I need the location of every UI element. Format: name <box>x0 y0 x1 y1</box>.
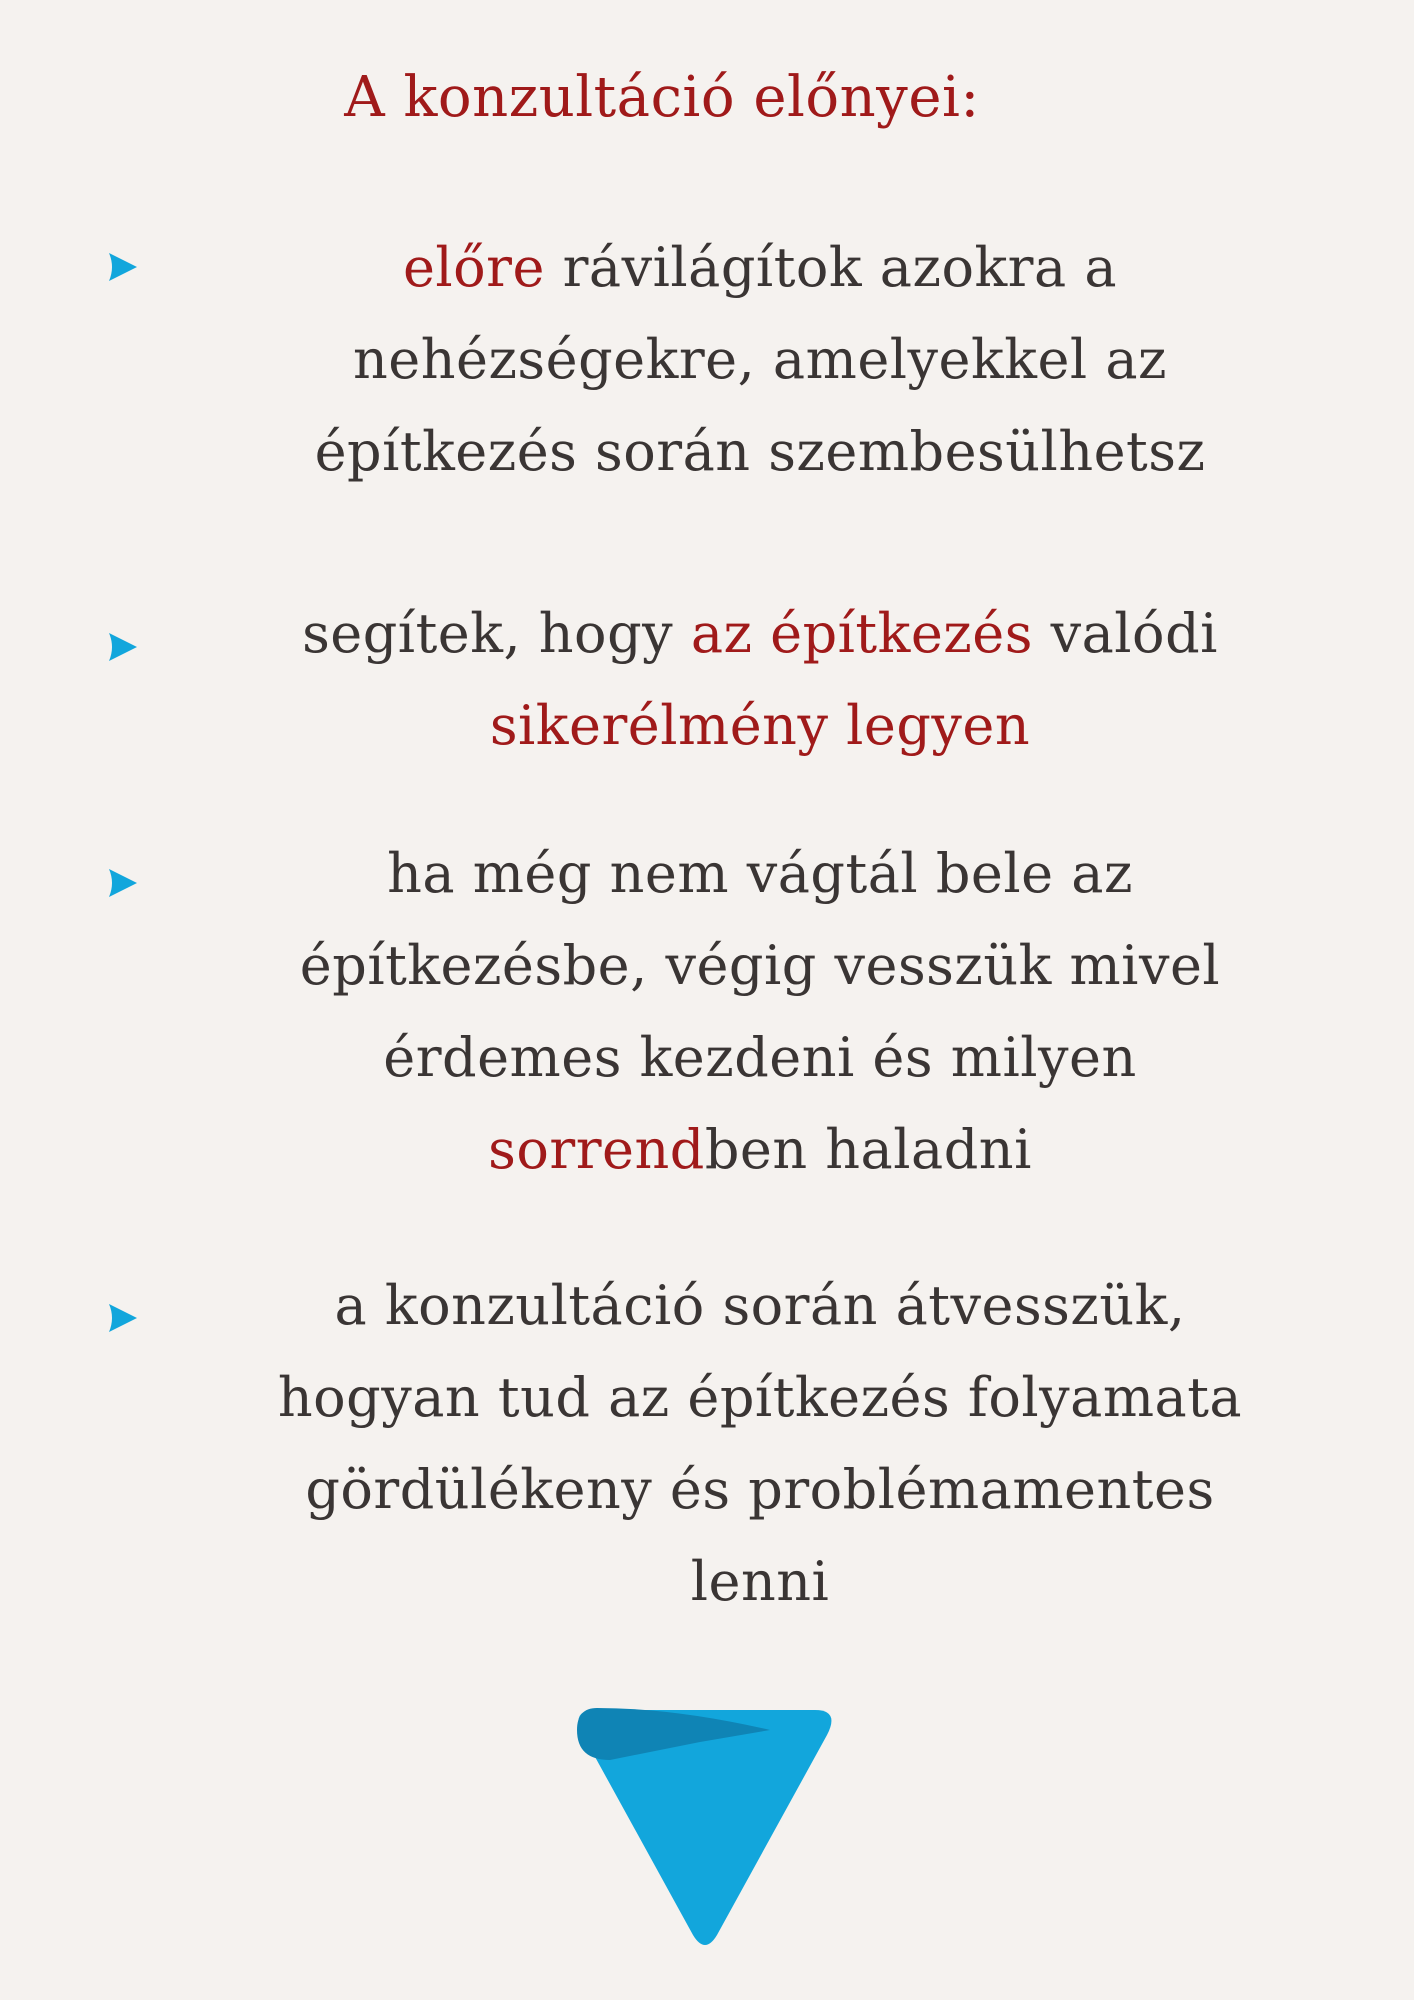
benefit-text: lenni <box>690 1550 830 1613</box>
benefit-text: ha még nem vágtál bele az <box>387 842 1133 905</box>
benefit-text: érdemes kezdeni és milyen <box>383 1026 1137 1089</box>
benefit-item-1 <box>130 222 1390 498</box>
highlight-text: sorrend <box>488 1118 705 1181</box>
benefit-text: gördülékeny és problémamentes <box>305 1458 1215 1521</box>
page-title: A konzultáció előnyei: <box>344 65 980 130</box>
benefit-text: építkezésbe, végig vesszük mivel <box>299 934 1221 997</box>
benefit-item-4 <box>130 1260 1390 1628</box>
down-triangle-logo-icon <box>565 1700 845 1955</box>
benefit-text: építkezés során szembesülhetsz <box>314 420 1206 483</box>
benefit-text: valódi <box>1032 602 1218 665</box>
benefit-item-3 <box>130 828 1390 1196</box>
benefit-text: ben haladni <box>704 1118 1032 1181</box>
benefit-text: hogyan tud az építkezés folyamata <box>277 1366 1243 1429</box>
highlight-text: előre <box>402 236 545 299</box>
benefit-item-2 <box>130 588 1390 772</box>
highlight-text: sikerélmény legyen <box>489 694 1031 757</box>
highlight-text: az építkezés <box>690 602 1033 665</box>
benefit-text: rávilágítok azokra a <box>544 236 1118 299</box>
benefit-text: a konzultáció során átvesszük, <box>334 1274 1186 1337</box>
benefit-text: segítek, hogy <box>302 602 691 665</box>
benefit-text: nehézségekre, amelyekkel az <box>352 328 1167 391</box>
